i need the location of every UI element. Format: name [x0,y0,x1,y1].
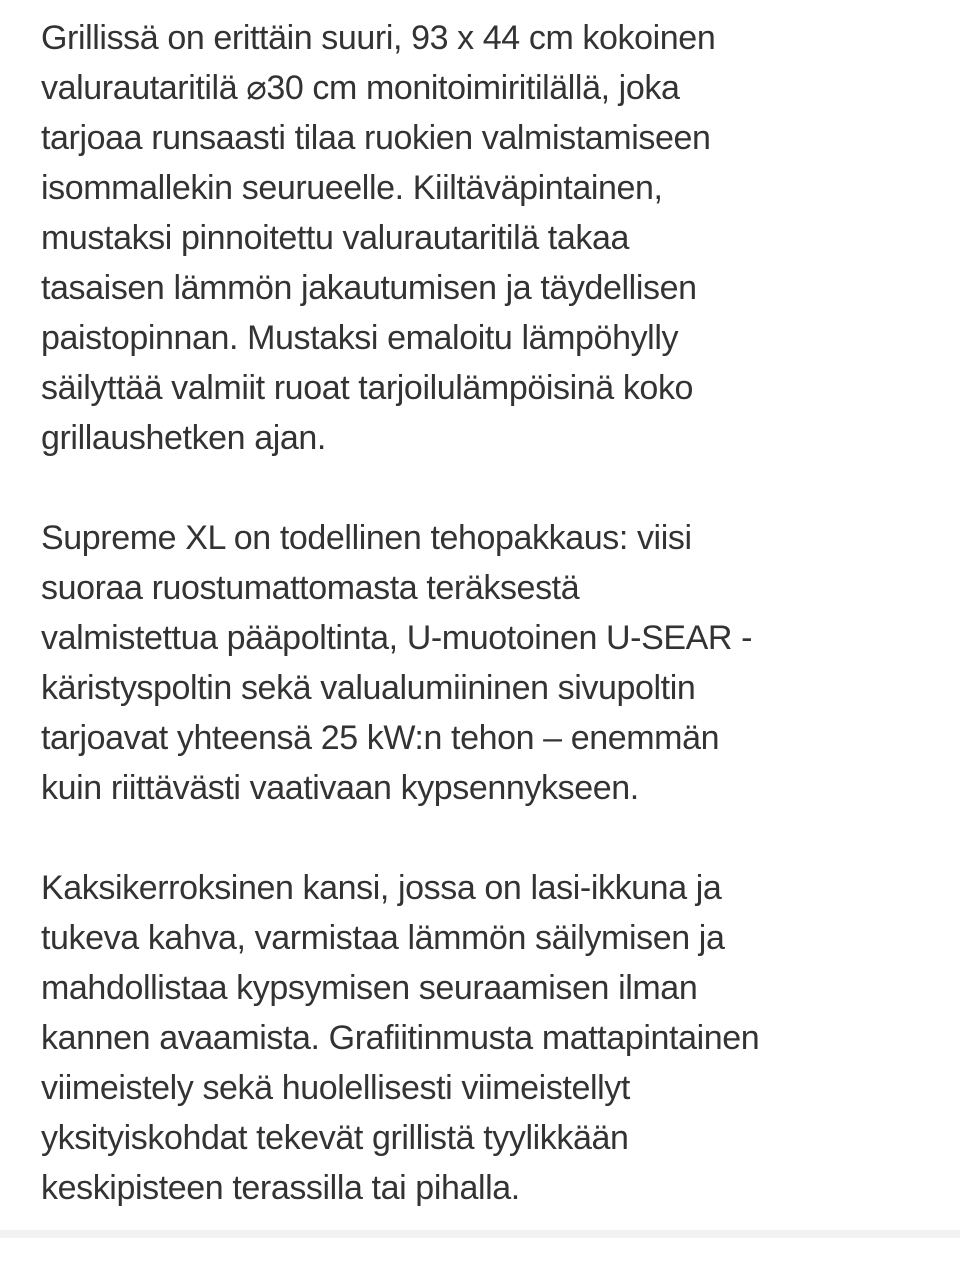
bottom-divider [0,1230,960,1238]
text-line: tukeva kahva, varmistaa lämmön säilymisen ja [41,919,725,957]
text-line: mahdollistaa kypsymisen seuraamisen ilman [41,969,698,1007]
text-line: Supreme XL on todellinen tehopakkaus: viisi [41,519,692,557]
text-line: käristyspoltin sekä valualumiininen sivupoltin [41,669,696,707]
text-line: valurautaritilä ⌀30 cm monitoimiritilällä, joka [41,69,680,107]
description-paragraph [41,863,960,1213]
text-line: grillaushetken ajan. [41,419,326,457]
text-line: Grillissä on erittäin suuri, 93 x 44 cm kokoinen [41,19,716,57]
text-line: tasaisen lämmön jakautumisen ja täydellisen [41,269,697,307]
text-line: isommallekin seurueelle. Kiiltäväpintainen, [41,169,663,207]
text-line: tarjoaa runsaasti tilaa ruokien valmistamiseen [41,119,711,157]
product-description [41,13,960,1263]
text-line: kuin riittävästi vaativaan kypsennykseen. [41,769,639,807]
text-line: keskipisteen terassilla tai pihalla. [41,1169,520,1207]
text-line: Kaksikerroksinen kansi, jossa on lasi-ikkuna ja [41,869,722,907]
text-line: suoraa ruostumattomasta teräksestä [41,569,580,607]
text-line: kannen avaamista. Grafiitinmusta mattapintainen [41,1019,760,1057]
description-paragraph [41,513,960,813]
text-line: säilyttää valmiit ruoat tarjoilulämpöisinä koko [41,369,694,407]
description-paragraph [41,13,960,463]
text-line: yksityiskohdat tekevät grillistä tyylikkään [41,1119,629,1157]
text-line: mustaksi pinnoitettu valurautaritilä takaa [41,219,629,257]
text-line: tarjoavat yhteensä 25 kW:n tehon – enemmän [41,719,720,757]
text-line: viimeistely sekä huolellisesti viimeistellyt [41,1069,630,1107]
text-line: paistopinnan. Mustaksi emaloitu lämpöhylly [41,319,679,357]
text-line: valmistettua pääpoltinta, U-muotoinen U-SEAR - [41,619,753,657]
